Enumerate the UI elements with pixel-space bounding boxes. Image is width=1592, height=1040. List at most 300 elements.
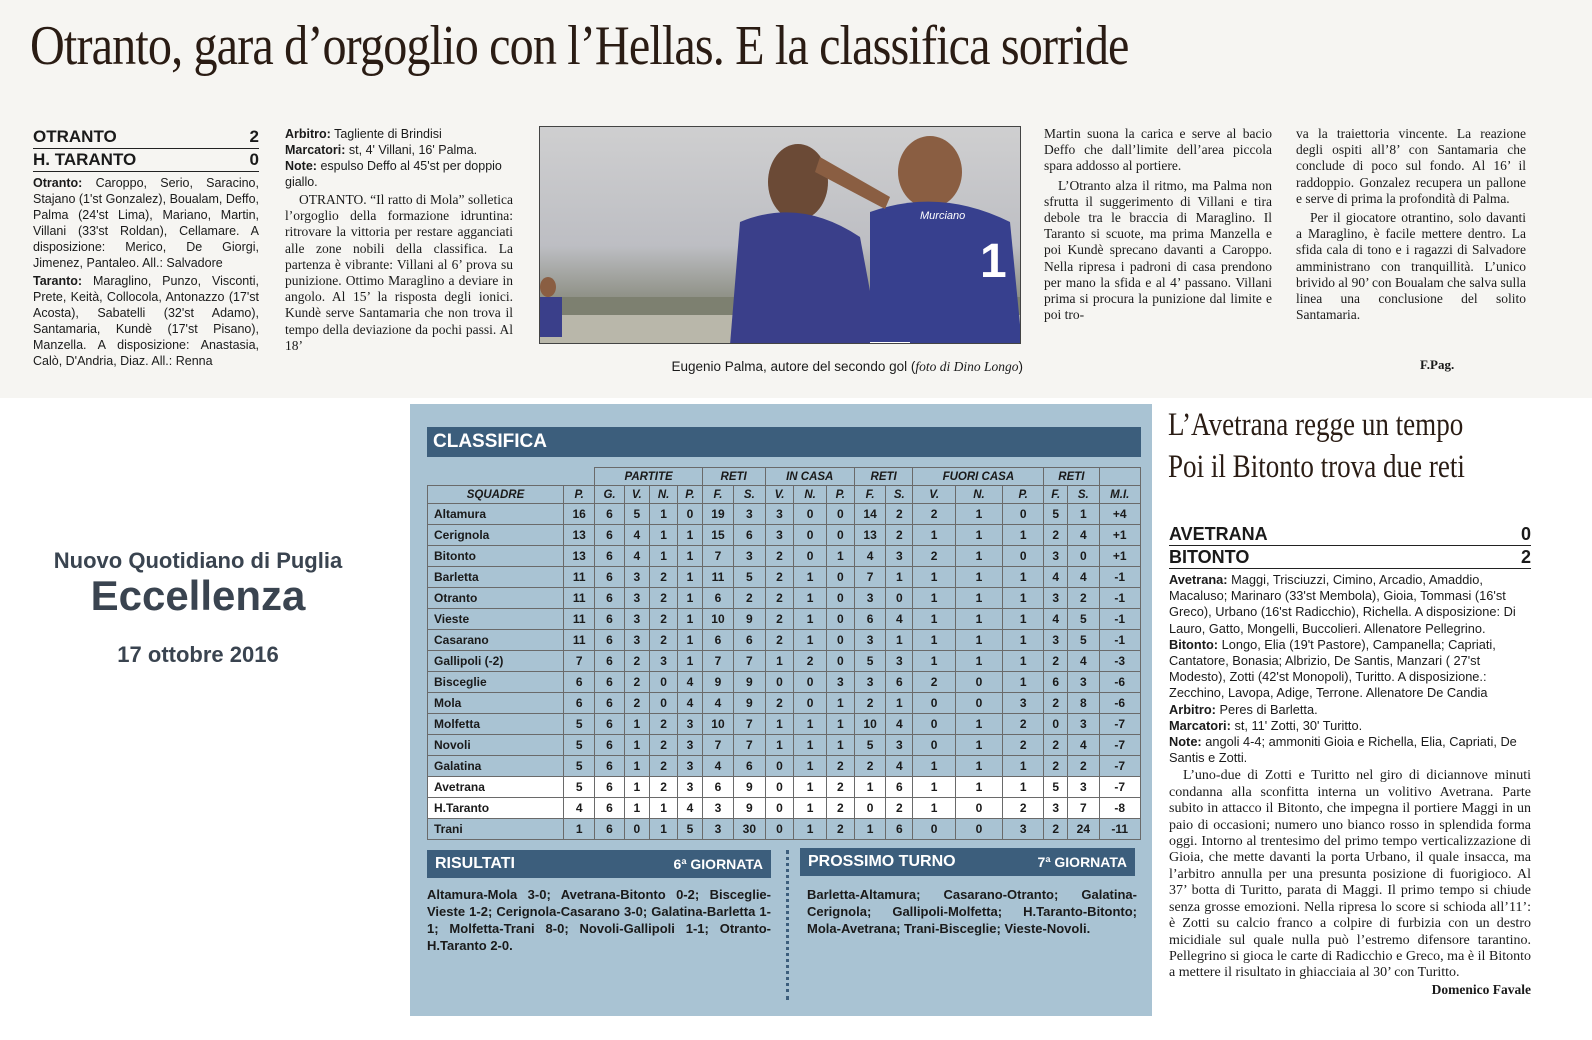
stat-cell: 11 bbox=[702, 567, 733, 588]
stat-cell: 2 bbox=[649, 630, 677, 651]
stat-cell: 6 bbox=[702, 588, 733, 609]
table-row bbox=[428, 609, 1141, 630]
table-row bbox=[428, 798, 1141, 819]
stat-cell: 13 bbox=[564, 546, 595, 567]
stat-cell: 16 bbox=[564, 504, 595, 525]
stat-cell: 8 bbox=[1068, 693, 1099, 714]
column-header-row bbox=[428, 486, 1141, 504]
stat-cell: 2 bbox=[649, 588, 677, 609]
stat-cell: 6 bbox=[595, 714, 624, 735]
stat-cell: 4 bbox=[1068, 651, 1099, 672]
stat-cell: 3 bbox=[886, 735, 913, 756]
stat-cell: 4 bbox=[702, 693, 733, 714]
stat-cell: 2 bbox=[649, 756, 677, 777]
stat-cell: 4 bbox=[564, 798, 595, 819]
column-header: M.I. bbox=[1099, 486, 1140, 504]
stat-cell: 2 bbox=[1068, 756, 1099, 777]
group-header-empty bbox=[1099, 468, 1140, 486]
stat-cell: 2 bbox=[649, 567, 677, 588]
stat-cell: 0 bbox=[955, 672, 1002, 693]
stat-cell: 6 bbox=[595, 630, 624, 651]
league-name: Eccellenza bbox=[90, 572, 306, 619]
stat-cell: 2 bbox=[794, 651, 826, 672]
stat-cell: 2 bbox=[1044, 525, 1068, 546]
stat-cell: 3 bbox=[854, 588, 885, 609]
stat-cell: 1 bbox=[1003, 630, 1044, 651]
stat-cell: 3 bbox=[702, 798, 733, 819]
stat-cell: 0 bbox=[765, 819, 794, 840]
stat-cell: 1 bbox=[826, 735, 854, 756]
stat-cell: 3 bbox=[765, 504, 794, 525]
table-row bbox=[428, 819, 1141, 840]
stat-cell: 2 bbox=[886, 525, 913, 546]
stat-cell: 5 bbox=[1044, 504, 1068, 525]
stat-cell: 0 bbox=[826, 588, 854, 609]
table-row bbox=[428, 777, 1141, 798]
stat-cell: 1 bbox=[794, 567, 826, 588]
second-article-signature: Domenico Favale bbox=[1431, 981, 1531, 997]
article-column-2 bbox=[285, 126, 513, 354]
referee: Arbitro: Tagliente di Brindisi bbox=[285, 127, 442, 141]
stat-cell: 6 bbox=[734, 756, 765, 777]
stat-cell: 3 bbox=[678, 756, 703, 777]
next-round-header bbox=[800, 848, 1135, 876]
stat-cell: 1 bbox=[649, 819, 677, 840]
stat-cell: 10 bbox=[702, 609, 733, 630]
stat-cell: 3 bbox=[1068, 672, 1099, 693]
group-header: RETI bbox=[854, 468, 913, 486]
stat-cell: 1 bbox=[794, 735, 826, 756]
stat-cell: 5 bbox=[564, 756, 595, 777]
stat-cell: 2 bbox=[1003, 735, 1044, 756]
team-name-cell: Barletta bbox=[428, 567, 564, 588]
stat-cell: 3 bbox=[1044, 798, 1068, 819]
team-name-cell: Bitonto bbox=[428, 546, 564, 567]
stat-cell: 1 bbox=[794, 798, 826, 819]
stat-cell: 1 bbox=[678, 609, 703, 630]
match-photo bbox=[539, 126, 1021, 344]
stat-cell: 6 bbox=[595, 567, 624, 588]
results-round: 6ª GIORNATA bbox=[673, 856, 763, 872]
stat-cell: 6 bbox=[595, 525, 624, 546]
stat-cell: 4 bbox=[678, 693, 703, 714]
stat-cell: 6 bbox=[595, 756, 624, 777]
stat-cell: 4 bbox=[624, 525, 649, 546]
column-header: P. bbox=[826, 486, 854, 504]
stat-cell: 2 bbox=[624, 693, 649, 714]
column-header: N. bbox=[794, 486, 826, 504]
stat-cell: 0 bbox=[678, 504, 703, 525]
stat-cell: 1 bbox=[955, 546, 1002, 567]
stat-cell: 1 bbox=[678, 630, 703, 651]
stat-cell: 6 bbox=[595, 777, 624, 798]
stat-cell: 0 bbox=[1003, 504, 1044, 525]
stat-cell: 1 bbox=[624, 735, 649, 756]
article-column-3 bbox=[1044, 126, 1272, 323]
stat-cell: 3 bbox=[624, 567, 649, 588]
stat-cell: 1 bbox=[1003, 651, 1044, 672]
col4-para-2: Per il giocatore otrantino, solo davanti a Maraglino, è facile mettere dentro. La sfida cala di tono e i ragazzi di Salvadore amministrano con tranquillità. L’unico brivido al 90’ con Boualam che salva sulla linea una conclusione del solito Santamaria. bbox=[1296, 210, 1526, 323]
next-round-text: Barletta-Altamura; Casarano-Otranto; Galatina-Cerignola; Gallipoli-Molfetta; H.Taranto-Bitonto; Mola-Avetrana; Trani-Bisceglie; Vieste-Novoli. bbox=[807, 887, 1137, 936]
away-score-row bbox=[33, 149, 259, 172]
stat-cell: 4 bbox=[1068, 735, 1099, 756]
stat-cell: 3 bbox=[765, 525, 794, 546]
stat-cell: 1 bbox=[1003, 777, 1044, 798]
stat-cell: 4 bbox=[886, 609, 913, 630]
results-text: Altamura-Mola 3-0; Avetrana-Bitonto 0-2; Bisceglie-Vieste 1-2; Cerignola-Casarano 3-0; Galatina-Barletta 1-1; Molfetta-Trani 8-0; Novoli-Gallipoli 1-1; Otranto-H.Taranto 2-0. bbox=[427, 887, 771, 953]
stat-cell: 1 bbox=[955, 777, 1002, 798]
stat-cell: 0 bbox=[854, 798, 885, 819]
team-name-cell: Molfetta bbox=[428, 714, 564, 735]
stat-cell: 2 bbox=[854, 693, 885, 714]
stat-cell: 3 bbox=[854, 672, 885, 693]
away-score: 2 bbox=[1520, 547, 1531, 567]
stat-cell: 1 bbox=[624, 714, 649, 735]
bitonto-lineup: Bitonto: Longo, Elia (19't Pastore), Campanella; Capriati, Cantatore, Bonasia; Albrizio, De Santis, Manzari ( 27'st Modesto), Zotti (42'st Monopoli), Turitto. A disposizione.: Zecchino, Lavopa, Adige, Terrone. Allenatore De Candia bbox=[1169, 636, 1496, 701]
stat-cell: 2 bbox=[1068, 588, 1099, 609]
stat-cell: 0 bbox=[794, 693, 826, 714]
stat-cell: 6 bbox=[595, 819, 624, 840]
stat-cell: 1 bbox=[854, 819, 885, 840]
stat-cell: 6 bbox=[702, 630, 733, 651]
stat-cell: 4 bbox=[624, 546, 649, 567]
stat-cell: 6 bbox=[595, 672, 624, 693]
stat-cell: 2 bbox=[826, 777, 854, 798]
stat-cell: 5 bbox=[564, 735, 595, 756]
stat-cell: 3 bbox=[624, 609, 649, 630]
stat-cell: 0 bbox=[955, 798, 1002, 819]
stat-cell: -1 bbox=[1099, 630, 1140, 651]
group-header: RETI bbox=[1044, 468, 1099, 486]
standings-title: CLASSIFICA bbox=[427, 427, 1141, 457]
stat-cell: 4 bbox=[702, 756, 733, 777]
home-score-row bbox=[33, 126, 259, 149]
stat-cell: 1 bbox=[913, 630, 955, 651]
stat-cell: 0 bbox=[765, 798, 794, 819]
stat-cell: 0 bbox=[826, 609, 854, 630]
stat-cell: 2 bbox=[765, 609, 794, 630]
stat-cell: 3 bbox=[1003, 819, 1044, 840]
stat-cell: 1 bbox=[794, 588, 826, 609]
stat-cell: 3 bbox=[1068, 777, 1099, 798]
group-header: FUORI CASA bbox=[913, 468, 1044, 486]
results-title: RISULTATI bbox=[435, 855, 515, 872]
jersey-text: Murciano bbox=[920, 210, 966, 222]
stat-cell: 6 bbox=[595, 798, 624, 819]
stat-cell: 1 bbox=[649, 504, 677, 525]
stat-cell: 9 bbox=[702, 672, 733, 693]
group-header-row bbox=[428, 468, 1141, 486]
stat-cell: 0 bbox=[765, 672, 794, 693]
stat-cell: 2 bbox=[886, 504, 913, 525]
stat-cell: -7 bbox=[1099, 777, 1140, 798]
stat-cell: 3 bbox=[678, 714, 703, 735]
scorers: Marcatori: st, 11' Zotti, 30' Turitto. bbox=[1169, 717, 1363, 733]
stat-cell: 5 bbox=[854, 651, 885, 672]
stat-cell: 1 bbox=[1003, 567, 1044, 588]
jersey-number: 1 bbox=[980, 235, 1007, 288]
results-divider bbox=[786, 850, 789, 1000]
stat-cell: 2 bbox=[765, 588, 794, 609]
stat-cell: 7 bbox=[734, 714, 765, 735]
stat-cell: 2 bbox=[765, 567, 794, 588]
stat-cell: 1 bbox=[678, 525, 703, 546]
stat-cell: 6 bbox=[595, 546, 624, 567]
stat-cell: 3 bbox=[624, 630, 649, 651]
stat-cell: 3 bbox=[1044, 630, 1068, 651]
stat-cell: 1 bbox=[913, 525, 955, 546]
stat-cell: 11 bbox=[564, 630, 595, 651]
stat-cell: 1 bbox=[886, 630, 913, 651]
stat-cell: 2 bbox=[1003, 798, 1044, 819]
stat-cell: 0 bbox=[826, 651, 854, 672]
stat-cell: 6 bbox=[702, 777, 733, 798]
col4-para-1: va la traiettoria vincente. La reazione degli ospiti all’8’ con Santamaria che conclude di poco sul fondo. Al 16’ il raddoppio. Gonzalez recupera un pallone e serve di prima la profondità di Palma. bbox=[1296, 126, 1526, 206]
stat-cell: -6 bbox=[1099, 672, 1140, 693]
stat-cell: 0 bbox=[913, 735, 955, 756]
players-celebrating-image bbox=[540, 127, 1021, 344]
stat-cell: 3 bbox=[678, 735, 703, 756]
stat-cell: 1 bbox=[955, 735, 1002, 756]
scorers: Marcatori: st, 4' Villani, 16' Palma. bbox=[285, 143, 478, 157]
stat-cell: 5 bbox=[678, 819, 703, 840]
stat-cell: 30 bbox=[734, 819, 765, 840]
stat-cell: 4 bbox=[886, 714, 913, 735]
column-header: F. bbox=[854, 486, 885, 504]
table-row bbox=[428, 735, 1141, 756]
stat-cell: 6 bbox=[564, 672, 595, 693]
team-name-cell: Galatina bbox=[428, 756, 564, 777]
stat-cell: 1 bbox=[794, 714, 826, 735]
stat-cell: 2 bbox=[649, 714, 677, 735]
stat-cell: 7 bbox=[734, 651, 765, 672]
stat-cell: 2 bbox=[649, 735, 677, 756]
stat-cell: 0 bbox=[913, 693, 955, 714]
stat-cell: 5 bbox=[854, 735, 885, 756]
stat-cell: 6 bbox=[595, 609, 624, 630]
home-score-row bbox=[1169, 523, 1531, 546]
stat-cell: 1 bbox=[955, 651, 1002, 672]
stat-cell: 1 bbox=[913, 567, 955, 588]
column-header: P. bbox=[678, 486, 703, 504]
stat-cell: 0 bbox=[826, 630, 854, 651]
home-team: OTRANTO bbox=[33, 127, 117, 146]
stat-cell: 3 bbox=[678, 777, 703, 798]
stat-cell: 1 bbox=[854, 777, 885, 798]
article-signature: F.Pag. bbox=[1420, 357, 1455, 372]
stat-cell: 1 bbox=[624, 756, 649, 777]
team-name-cell: H.Taranto bbox=[428, 798, 564, 819]
stat-cell: 2 bbox=[1044, 735, 1068, 756]
table-row bbox=[428, 714, 1141, 735]
stat-cell: 2 bbox=[826, 819, 854, 840]
stat-cell: 2 bbox=[1044, 651, 1068, 672]
stat-cell: 6 bbox=[886, 777, 913, 798]
stat-cell: 5 bbox=[564, 777, 595, 798]
stat-cell: 3 bbox=[702, 819, 733, 840]
stat-cell: 10 bbox=[854, 714, 885, 735]
stat-cell: 1 bbox=[649, 546, 677, 567]
stat-cell: -3 bbox=[1099, 651, 1140, 672]
stat-cell: 1 bbox=[794, 630, 826, 651]
match-info bbox=[285, 126, 513, 190]
away-team: BITONTO bbox=[1169, 547, 1250, 567]
team-name-cell: Avetrana bbox=[428, 777, 564, 798]
stat-cell: 0 bbox=[649, 693, 677, 714]
stat-cell: 19 bbox=[702, 504, 733, 525]
table-row bbox=[428, 567, 1141, 588]
stat-cell: 1 bbox=[1003, 525, 1044, 546]
column-header: V. bbox=[765, 486, 794, 504]
stat-cell: 5 bbox=[734, 567, 765, 588]
stat-cell: 1 bbox=[765, 651, 794, 672]
team-name-cell: Casarano bbox=[428, 630, 564, 651]
source-label bbox=[0, 548, 396, 668]
stat-cell: 24 bbox=[1068, 819, 1099, 840]
stat-cell: 2 bbox=[826, 798, 854, 819]
stat-cell: 1 bbox=[955, 567, 1002, 588]
stat-cell: 5 bbox=[1068, 630, 1099, 651]
stat-cell: 2 bbox=[1003, 714, 1044, 735]
stat-cell: 0 bbox=[794, 672, 826, 693]
stat-cell: 3 bbox=[624, 588, 649, 609]
stat-cell: 9 bbox=[734, 777, 765, 798]
stat-cell: 0 bbox=[886, 588, 913, 609]
column-header: P. bbox=[1003, 486, 1044, 504]
stat-cell: 0 bbox=[826, 504, 854, 525]
stat-cell: -11 bbox=[1099, 819, 1140, 840]
stat-cell: 1 bbox=[1003, 756, 1044, 777]
stat-cell: 7 bbox=[702, 546, 733, 567]
stat-cell: 3 bbox=[1068, 714, 1099, 735]
stat-cell: 1 bbox=[678, 567, 703, 588]
column-header: V. bbox=[624, 486, 649, 504]
stat-cell: -7 bbox=[1099, 714, 1140, 735]
stat-cell: 1 bbox=[794, 756, 826, 777]
stat-cell: -8 bbox=[1099, 798, 1140, 819]
second-scorebox bbox=[1169, 523, 1531, 998]
referee: Arbitro: Peres di Barletta. bbox=[1169, 701, 1318, 717]
stat-cell: 9 bbox=[734, 609, 765, 630]
article-headline: Otranto, gara d’orgoglio con l’Hellas. E la classifica sorride bbox=[30, 15, 1129, 77]
column-header: N. bbox=[955, 486, 1002, 504]
stat-cell: -7 bbox=[1099, 735, 1140, 756]
col3-para-2: L’Otranto alza il ritmo, ma Palma non sfrutta il suggerimento di Villani e tira debole tra le braccia di Maraglino. Il Taranto si scuote, ma prima Manzella e poi Kundè sprecano davanti a Caroppo. Nella ripresa i padroni di casa prendono per mano la sfida e al 4’ passano. Villani prima si procura la punizione dal limite e poi tro- bbox=[1044, 177, 1272, 323]
stat-cell: 2 bbox=[765, 630, 794, 651]
stat-cell: 11 bbox=[564, 609, 595, 630]
stat-cell: 2 bbox=[624, 651, 649, 672]
stat-cell: 7 bbox=[1068, 798, 1099, 819]
stat-cell: 1 bbox=[913, 651, 955, 672]
table-row bbox=[428, 588, 1141, 609]
stat-cell: 4 bbox=[1068, 567, 1099, 588]
group-header: PARTITE bbox=[595, 468, 702, 486]
stat-cell: 1 bbox=[1003, 588, 1044, 609]
stat-cell: 6 bbox=[595, 504, 624, 525]
stat-cell: 1 bbox=[624, 777, 649, 798]
standings-table bbox=[427, 467, 1141, 840]
stat-cell: 1 bbox=[1003, 609, 1044, 630]
column-header: G. bbox=[595, 486, 624, 504]
stat-cell: 2 bbox=[826, 756, 854, 777]
notes: Note: espulso Deffo al 45'st per doppio giallo. bbox=[285, 159, 502, 189]
stat-cell: 2 bbox=[1044, 819, 1068, 840]
stat-cell: 7 bbox=[564, 651, 595, 672]
stat-cell: 2 bbox=[886, 798, 913, 819]
stat-cell: 2 bbox=[649, 777, 677, 798]
stat-cell: 1 bbox=[826, 546, 854, 567]
stat-cell: -1 bbox=[1099, 609, 1140, 630]
stat-cell: 2 bbox=[1044, 693, 1068, 714]
lineup-otranto: Otranto: Caroppo, Serio, Saracino, Stajano (1'st Gonzalez), Boualam, Deffo, Palma (24'st Lima), Mariano, Martin, Villani (33'st Roldan), Cellamare. A disposizione: Merico, De Giorgi, Jimenez, Pantaleo. All.: Salvadore bbox=[33, 176, 259, 270]
article-text: OTRANTO. “Il ratto di Mola” solletica l’orgoglio della formazione idruntina: ritrovare la vittoria per restare agganciati alle zone nobili della classifica. La partenza è vibrante: Villani al 6’ prova su punizione. Ottimo Maraglino a deviare in angolo. Al 15’ la risposta degli ionici. Kundè serve Santamaria che non trova il tempo della deviazione da pochi passi. Al 18’ bbox=[285, 192, 513, 353]
stat-cell: 1 bbox=[678, 546, 703, 567]
stat-cell: 0 bbox=[913, 819, 955, 840]
stat-cell: 4 bbox=[1068, 525, 1099, 546]
away-score-row bbox=[1169, 546, 1531, 569]
table-row bbox=[428, 672, 1141, 693]
stat-cell: 1 bbox=[913, 588, 955, 609]
stat-cell: 5 bbox=[1068, 609, 1099, 630]
home-score: 0 bbox=[1520, 524, 1531, 544]
stat-cell: 14 bbox=[854, 504, 885, 525]
team-name-cell: Bisceglie bbox=[428, 672, 564, 693]
stat-cell: 15 bbox=[702, 525, 733, 546]
photo-caption: Eugenio Palma, autore del secondo gol (foto di Dino Longo) bbox=[671, 359, 1023, 374]
stat-cell: 11 bbox=[564, 588, 595, 609]
avetrana-lineup: Avetrana: Maggi, Trisciuzzi, Cimino, Arcadio, Amaddio, Macaluso; Marinaro (33'st Membola), Gioia, Tommasi (16'st Greco), Urbano (16'st Radicchio), Richella. A disposizione: Di Lauro, Gatto, Mongelli, Buccolieri. Allenatore Pellegrino. bbox=[1169, 572, 1516, 636]
stat-cell: 6 bbox=[886, 819, 913, 840]
newspaper-name: Nuovo Quotidiano di Puglia bbox=[53, 548, 343, 573]
stat-cell: 1 bbox=[955, 504, 1002, 525]
table-row bbox=[428, 756, 1141, 777]
stat-cell: 6 bbox=[854, 609, 885, 630]
stat-cell: 4 bbox=[854, 546, 885, 567]
second-match-info bbox=[1169, 572, 1531, 766]
table-row bbox=[428, 630, 1141, 651]
stat-cell: 6 bbox=[564, 693, 595, 714]
stat-cell: 4 bbox=[1044, 567, 1068, 588]
stat-cell: 6 bbox=[734, 630, 765, 651]
team-name-cell: Cerignola bbox=[428, 525, 564, 546]
headline-line-1: L’Avetrana regge un tempo bbox=[1168, 407, 1464, 443]
column-header: V. bbox=[913, 486, 955, 504]
stat-cell: 3 bbox=[886, 546, 913, 567]
stat-cell: 1 bbox=[826, 693, 854, 714]
stat-cell: 0 bbox=[955, 819, 1002, 840]
stat-cell: 4 bbox=[886, 756, 913, 777]
stat-cell: 11 bbox=[564, 567, 595, 588]
stat-cell: 1 bbox=[886, 693, 913, 714]
away-team: H. TARANTO bbox=[33, 150, 137, 169]
table-row bbox=[428, 525, 1141, 546]
article-column-4 bbox=[1296, 126, 1526, 323]
stat-cell: 4 bbox=[678, 798, 703, 819]
stat-cell: 2 bbox=[624, 672, 649, 693]
stat-cell: 0 bbox=[794, 525, 826, 546]
stat-cell: 1 bbox=[649, 525, 677, 546]
stat-cell: 3 bbox=[886, 651, 913, 672]
stat-cell: -7 bbox=[1099, 756, 1140, 777]
stat-cell: 0 bbox=[649, 672, 677, 693]
stat-cell: 9 bbox=[734, 672, 765, 693]
next-round-number: 7ª GIORNATA bbox=[1037, 854, 1127, 870]
stat-cell: 9 bbox=[734, 798, 765, 819]
stat-cell: 1 bbox=[794, 777, 826, 798]
stat-cell: 1 bbox=[649, 798, 677, 819]
team-name-cell: Altamura bbox=[428, 504, 564, 525]
away-score: 0 bbox=[249, 150, 259, 169]
